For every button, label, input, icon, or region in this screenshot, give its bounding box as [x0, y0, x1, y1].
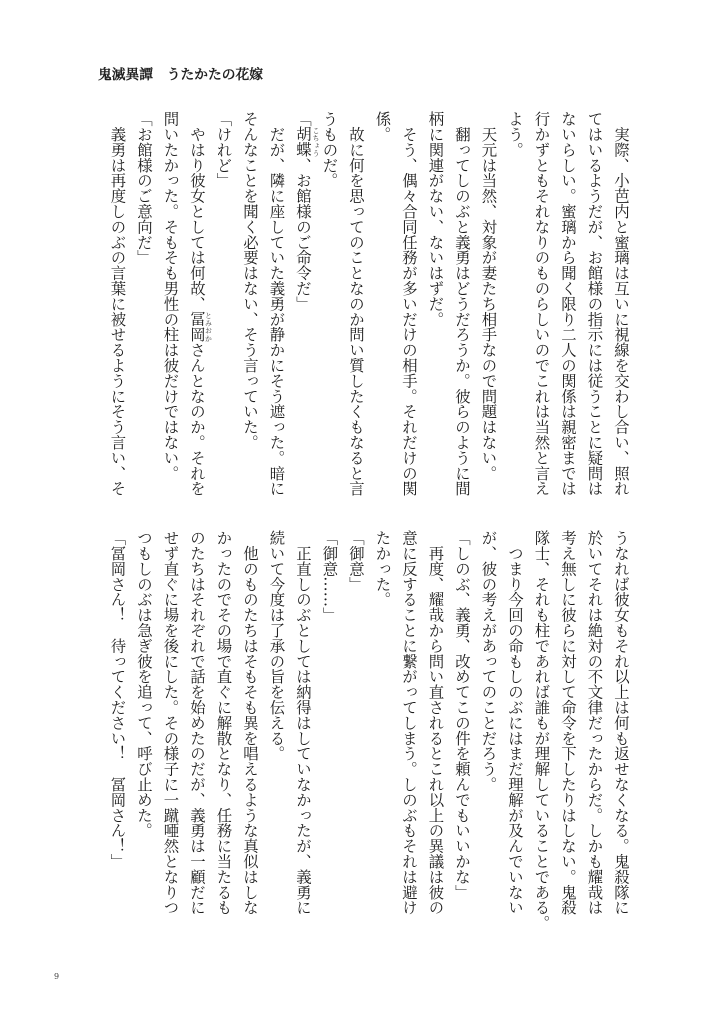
text-column: 考え無しに彼らに対して命令を下したりはしない。鬼殺: [559, 530, 577, 915]
text-column-with-ruby: [290, 111, 320, 496]
text-column: 故に何を思ってのことなのか問い質したくもなると言: [347, 111, 365, 496]
ruby-annotated-word: [188, 311, 213, 343]
text-segment: さんとなのか。それを: [188, 342, 206, 497]
ruby-reading: とみおか: [204, 311, 213, 342]
text-column: 「御意」: [347, 530, 365, 592]
running-title: 鬼滅異譚 うたかたの花嫁: [98, 67, 264, 83]
text-column: 実際、小芭内と蜜璃は互いに視線を交わし合い、照れ: [612, 111, 630, 496]
text-column: 「お館様のご意向だ」: [135, 111, 153, 265]
ruby-base: 胡蝶: [294, 126, 312, 158]
text-column: 於いてそれは絶対の不文律だったからだ。しかも耀哉は: [585, 530, 604, 915]
text-column: 義勇は再度しのぶの言葉に被せるようにそう言い、そ: [108, 111, 127, 496]
text-column: 他のものたちはそもそも異を唱えるような真似はしな: [241, 530, 259, 915]
text-column: 係。: [373, 111, 392, 142]
text-column: 柄に関連がない、ないはずだ。: [426, 111, 445, 327]
ruby-base: 冨岡: [188, 311, 206, 343]
text-column: つまり今回の命もしのぶにはまだ理解が及んでいない: [506, 530, 524, 915]
text-column: 「御意……」: [320, 530, 339, 623]
text-column: が、彼の考えがあってのことだろう。: [479, 530, 498, 792]
text-column: よう。: [506, 111, 524, 158]
text-column: 意に反することに繋がってしまう。しのぶもそれは避け: [400, 530, 418, 915]
text-segment: 、お館様のご命令だ」: [294, 157, 312, 312]
text-column: うものだ。: [320, 111, 339, 188]
text-column: 隊士、それも柱であれば誰もが理解していることである。: [532, 530, 551, 931]
text-column: 問いたかった。そもそも男性の柱は彼だけではない。: [161, 111, 180, 481]
ruby-reading: こちょう: [312, 126, 320, 158]
text-column: つもしのぶは急ぎ彼を追って、呼び止めた。: [135, 530, 153, 838]
text-column: そんなことを聞く必要はない、そう言っていた。: [241, 111, 259, 450]
text-column: 「冨岡さん！ 待ってください！ 冨岡さん！」: [108, 530, 127, 869]
text-column: 続いて今度は了承の旨を伝える。: [267, 530, 286, 761]
text-column: 「しのぶ、義勇、改めてこの件を頼んでもいいかな」: [453, 530, 471, 900]
ruby-annotated-word: [294, 126, 320, 158]
text-column: せず直ぐに場を後にした。その様子に一蹴唖然となりつ: [161, 530, 180, 915]
text-column: だが、隣に座していた義勇が静かにそう遮った。暗に: [267, 111, 286, 496]
lower-text-block: [104, 530, 634, 931]
text-column: うなれば彼女もそれ以上は何も返せなくなる。鬼殺隊に: [612, 530, 630, 915]
text-column: 行かずともそれなりのものらしいのでこれは当然と言え: [532, 111, 551, 496]
text-segment: やはり彼女としては何故、: [188, 111, 206, 312]
text-column: 「けれど」: [214, 111, 233, 188]
page-number: 9: [54, 972, 60, 981]
text-segment: 「: [294, 111, 312, 127]
text-column: かったのでその場で直ぐに解散となり、任務に当たるも: [214, 530, 233, 915]
text-column: 再度、耀哉から問い直されるとこれ以上の異議は彼の: [426, 530, 445, 915]
text-column: そう、偶々合同任務が多いだけの相手。それだけの関: [400, 111, 418, 496]
text-column: てはいるようだが、お館様の指示には従うことに疑問は: [585, 111, 604, 496]
upper-text-block: [104, 111, 634, 496]
text-column: のたちはそれぞれで話を始めたのだが、義勇は一顧だに: [188, 530, 206, 915]
text-column-with-ruby: [184, 111, 211, 496]
text-column: 天元は当然、対象が妻たち相手なので問題はない。: [479, 111, 498, 481]
text-column: たかった。: [373, 530, 392, 607]
text-column: 正直しのぶとしては納得はしていなかったが、義勇に: [294, 530, 312, 915]
text-column: ないらしい。蜜璃から聞く限り二人の関係は親密までは: [559, 111, 577, 496]
text-column: 翻ってしのぶと義勇はどうだろうか。彼らのように間: [453, 111, 471, 496]
